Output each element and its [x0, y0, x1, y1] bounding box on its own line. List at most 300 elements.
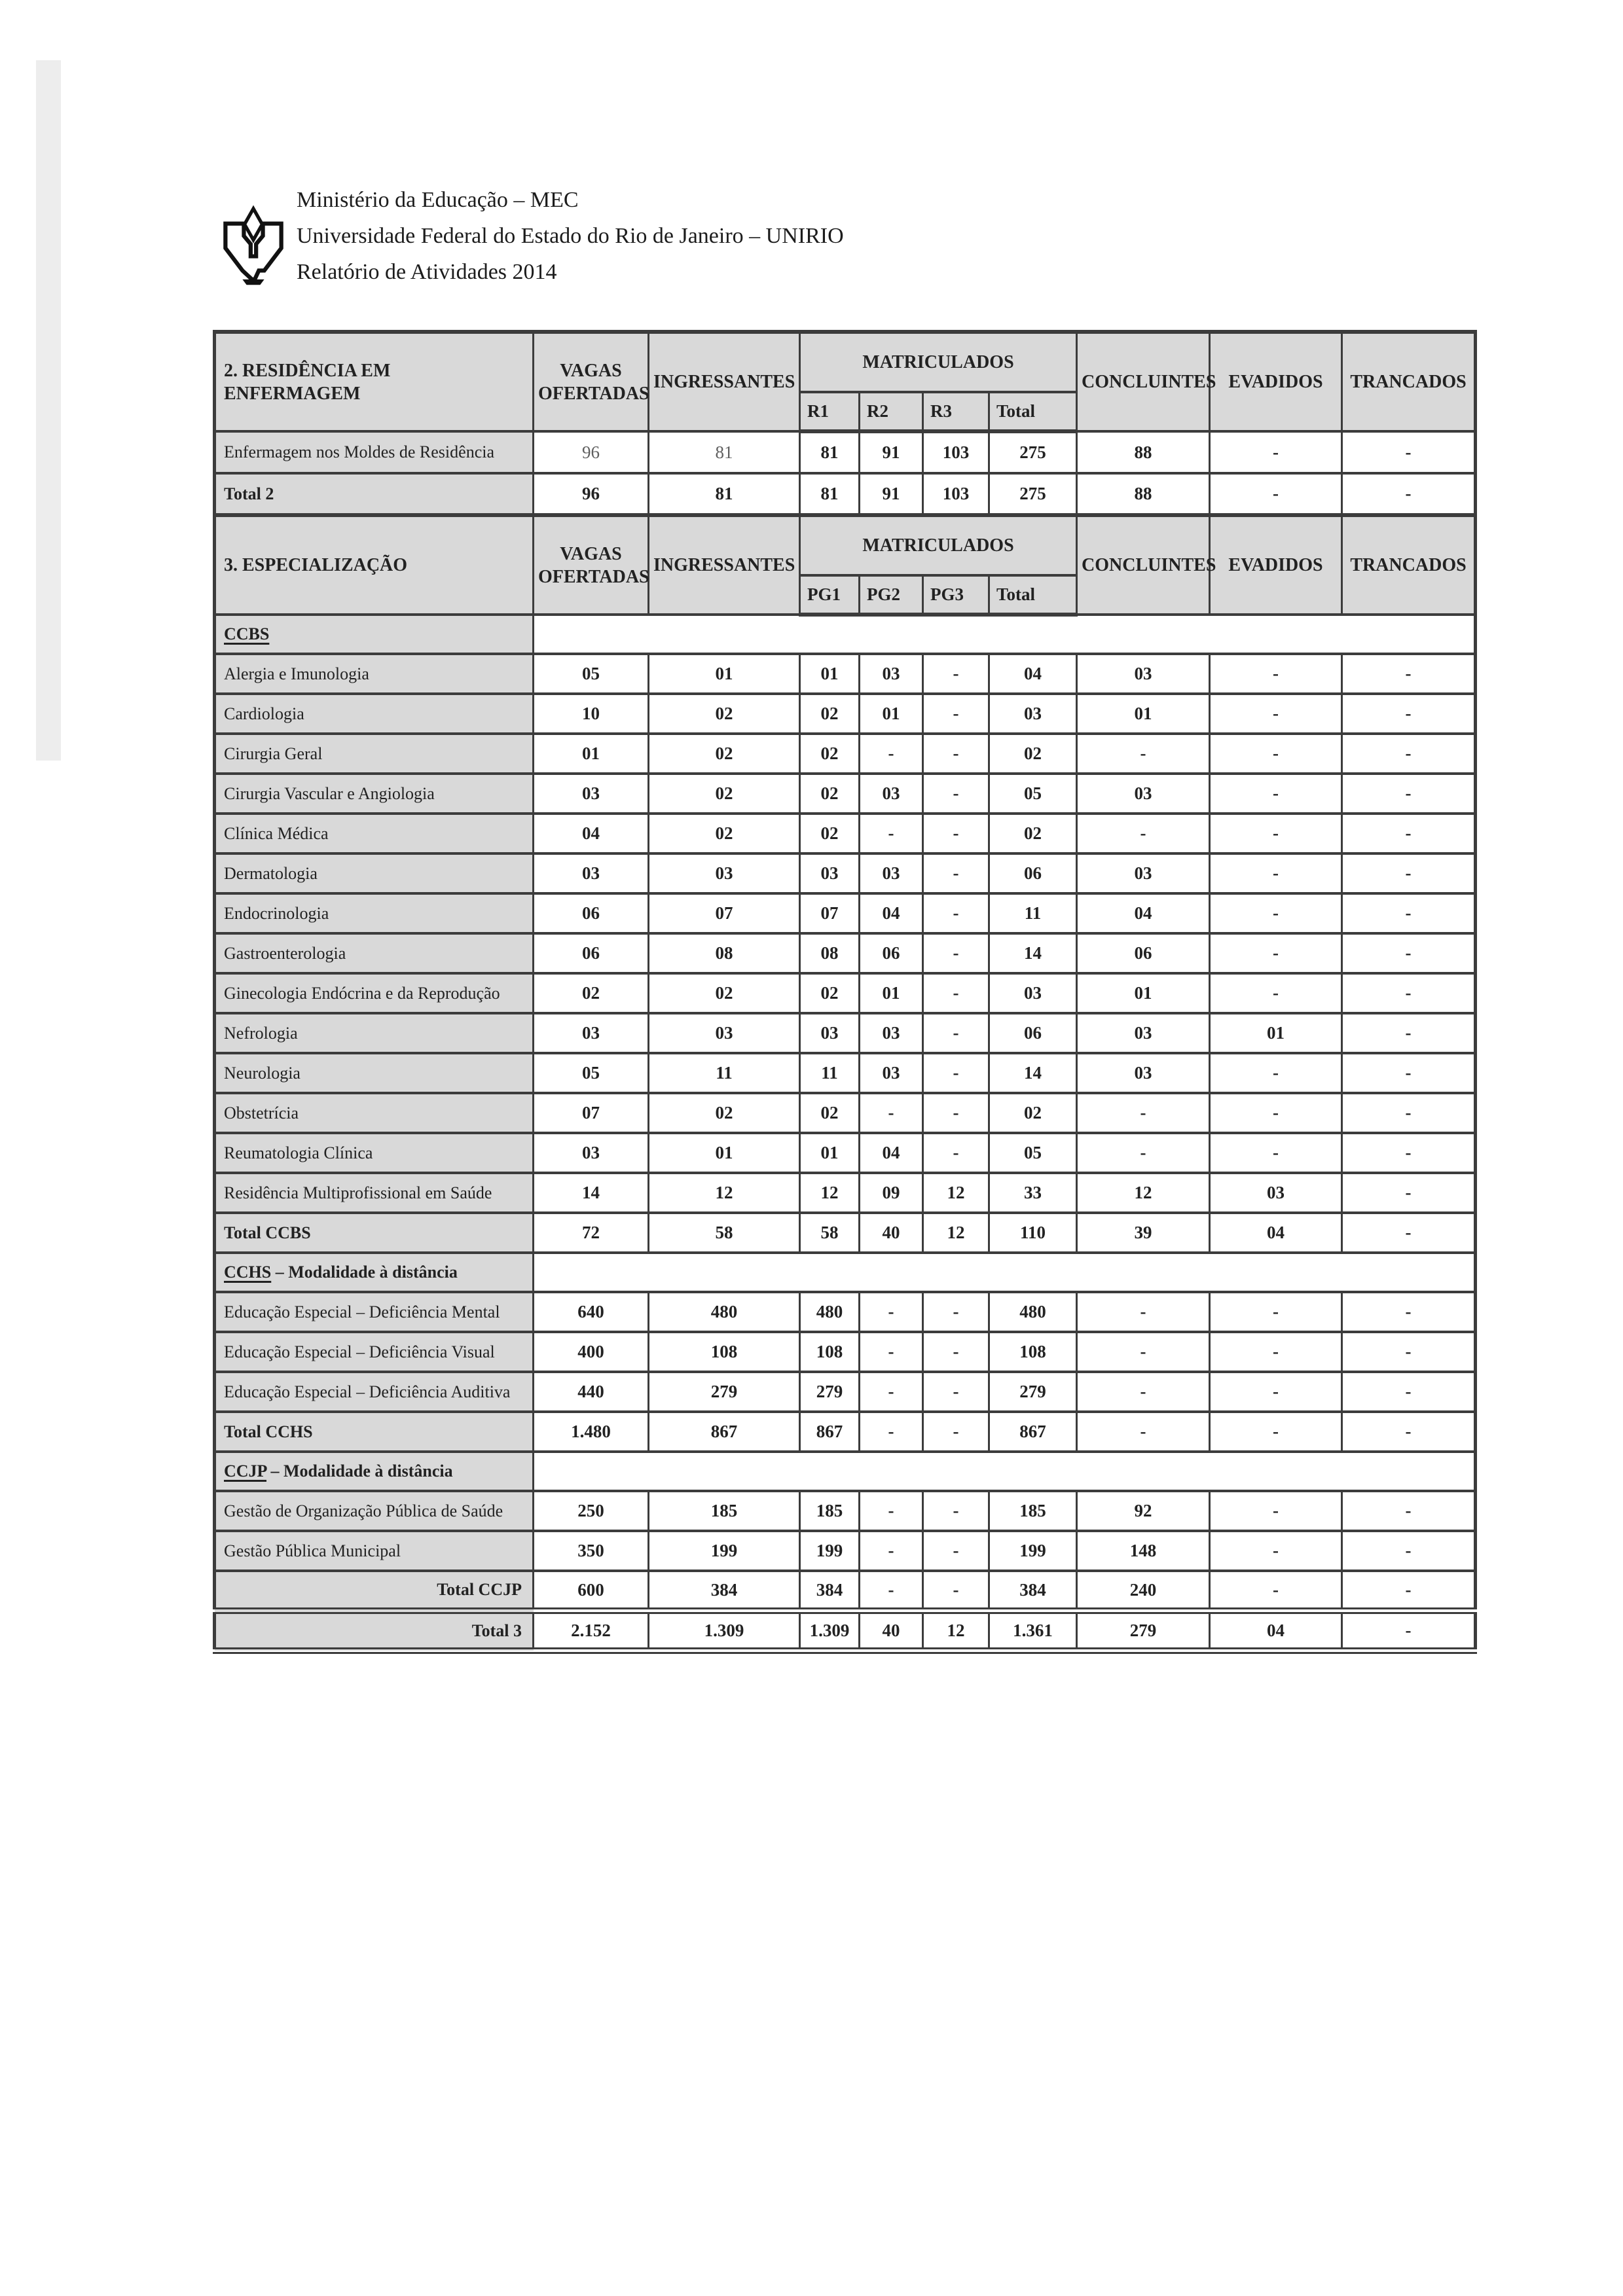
org-header	[219, 178, 844, 298]
value-cell: 01	[1077, 973, 1210, 1013]
value-cell: 384	[989, 1571, 1077, 1611]
col-header-pg-total: Total	[989, 575, 1077, 615]
row-label-cell: Nefrologia	[215, 1013, 534, 1053]
value-cell: -	[923, 853, 989, 893]
value-cell: -	[1342, 473, 1476, 515]
value-cell: -	[1210, 1332, 1342, 1372]
table1-title-cell: 2. RESIDÊNCIA EM ENFERMAGEM	[215, 332, 534, 431]
value-cell: -	[1342, 734, 1476, 774]
section-label-cell: CCHS – Modalidade à distância	[215, 1253, 534, 1292]
value-cell: 12	[923, 1611, 989, 1651]
value-cell: 03	[860, 853, 923, 893]
value-cell: 108	[989, 1332, 1077, 1372]
table-row	[215, 1412, 1476, 1452]
value-cell: 06	[860, 933, 923, 973]
value-cell: 01	[1077, 694, 1210, 734]
value-cell: -	[860, 1571, 923, 1611]
table1-header-row	[215, 332, 1476, 392]
table-row	[215, 1213, 1476, 1253]
value-cell: -	[1210, 774, 1342, 814]
value-cell: 01	[1210, 1013, 1342, 1053]
value-cell: 03	[534, 853, 649, 893]
value-cell: 96	[534, 431, 649, 473]
value-cell: 81	[649, 431, 800, 473]
value-cell: 867	[800, 1412, 860, 1452]
value-cell: 07	[800, 893, 860, 933]
value-cell: 03	[860, 774, 923, 814]
value-cell: 02	[989, 1093, 1077, 1133]
col-header-r-total: Total	[989, 392, 1077, 431]
value-cell: 02	[989, 814, 1077, 853]
value-cell: 2.152	[534, 1611, 649, 1651]
value-cell: 88	[1077, 473, 1210, 515]
value-cell: 92	[1077, 1491, 1210, 1531]
value-cell: -	[923, 1412, 989, 1452]
table-row	[215, 893, 1476, 933]
col-header-ingressantes: INGRESSANTES	[649, 515, 800, 615]
value-cell: 58	[649, 1213, 800, 1253]
value-cell: 05	[989, 1133, 1077, 1173]
table-row	[215, 473, 1476, 515]
org-line-university: Universidade Federal do Estado do Rio de Janeiro – UNIRIO	[297, 224, 844, 248]
value-cell: 1.309	[649, 1611, 800, 1651]
value-cell: 01	[649, 1133, 800, 1173]
row-label-cell: Residência Multiprofissional em Saúde	[215, 1173, 534, 1213]
row-label-cell: Total CCJP	[215, 1571, 534, 1611]
value-cell: 02	[800, 774, 860, 814]
value-cell: 01	[860, 973, 923, 1013]
row-label-cell: Obstetrícia	[215, 1093, 534, 1133]
value-cell: -	[1210, 1491, 1342, 1531]
value-cell: 03	[1210, 1173, 1342, 1213]
col-header-pg2: PG2	[860, 575, 923, 615]
table-row	[215, 853, 1476, 893]
value-cell: 03	[534, 1133, 649, 1173]
value-cell: -	[1342, 1013, 1476, 1053]
col-header-vagas-ofertadas: VAGAS OFERTADAS	[534, 515, 649, 615]
value-cell: 06	[989, 853, 1077, 893]
value-cell: 08	[800, 933, 860, 973]
value-cell: -	[1342, 431, 1476, 473]
value-cell: -	[1210, 933, 1342, 973]
value-cell: -	[1342, 933, 1476, 973]
value-cell: -	[1210, 1093, 1342, 1133]
value-cell: 08	[649, 933, 800, 973]
value-cell: -	[1342, 1491, 1476, 1531]
value-cell: -	[1077, 1292, 1210, 1332]
value-cell: -	[923, 1093, 989, 1133]
value-cell: 01	[534, 734, 649, 774]
value-cell: -	[1342, 1531, 1476, 1571]
col-header-ingressantes: INGRESSANTES	[649, 332, 800, 431]
value-cell: 400	[534, 1332, 649, 1372]
value-cell: 103	[923, 431, 989, 473]
table-row	[215, 1133, 1476, 1173]
value-cell: 103	[923, 473, 989, 515]
value-cell: 199	[649, 1531, 800, 1571]
value-cell: -	[1210, 654, 1342, 694]
table-row	[215, 431, 1476, 473]
value-cell: 06	[534, 933, 649, 973]
row-label-cell: Reumatologia Clínica	[215, 1133, 534, 1173]
value-cell: -	[1210, 694, 1342, 734]
value-cell: -	[923, 1332, 989, 1372]
value-cell: 91	[860, 473, 923, 515]
section-empty-cell	[534, 1253, 1476, 1292]
row-label-cell: Clínica Médica	[215, 814, 534, 853]
value-cell: 108	[800, 1332, 860, 1372]
value-cell: -	[923, 933, 989, 973]
value-cell: -	[1210, 1531, 1342, 1571]
value-cell: 01	[800, 654, 860, 694]
value-cell: -	[1342, 1213, 1476, 1253]
value-cell: -	[1342, 1093, 1476, 1133]
value-cell: 14	[989, 933, 1077, 973]
table2-header	[215, 515, 1476, 615]
value-cell: 03	[649, 1013, 800, 1053]
value-cell: 81	[800, 431, 860, 473]
value-cell: 05	[534, 1053, 649, 1093]
row-label-cell: Total 3	[215, 1611, 534, 1651]
table-row	[215, 1173, 1476, 1213]
table-row	[215, 1292, 1476, 1332]
value-cell: -	[923, 1013, 989, 1053]
value-cell: 12	[923, 1173, 989, 1213]
table2-body	[215, 615, 1476, 1651]
col-header-evadidos: EVADIDOS	[1210, 515, 1342, 615]
col-header-vagas-ofertadas: VAGAS OFERTADAS	[534, 332, 649, 431]
value-cell: 07	[649, 893, 800, 933]
value-cell: 03	[860, 1053, 923, 1093]
col-header-matriculados: MATRICULADOS	[800, 515, 1077, 575]
row-label-cell: Endocrinologia	[215, 893, 534, 933]
table-row	[215, 1053, 1476, 1093]
value-cell: -	[860, 1412, 923, 1452]
value-cell: 03	[1077, 853, 1210, 893]
value-cell: -	[923, 654, 989, 694]
value-cell: -	[1342, 893, 1476, 933]
value-cell: -	[1077, 1332, 1210, 1372]
value-cell: 40	[860, 1611, 923, 1651]
value-cell: -	[1342, 654, 1476, 694]
value-cell: 185	[800, 1491, 860, 1531]
value-cell: 02	[534, 973, 649, 1013]
value-cell: -	[1077, 1133, 1210, 1173]
value-cell: 02	[800, 973, 860, 1013]
row-label-cell: Cirurgia Vascular e Angiologia	[215, 774, 534, 814]
row-label-cell: Cirurgia Geral	[215, 734, 534, 774]
value-cell: 12	[1077, 1173, 1210, 1213]
value-cell: 1.361	[989, 1611, 1077, 1651]
value-cell: -	[860, 1332, 923, 1372]
value-cell: -	[1077, 1093, 1210, 1133]
value-cell: -	[1342, 814, 1476, 853]
value-cell: 03	[1077, 1013, 1210, 1053]
value-cell: -	[860, 1531, 923, 1571]
value-cell: 02	[800, 1093, 860, 1133]
value-cell: 148	[1077, 1531, 1210, 1571]
value-cell: 03	[534, 1013, 649, 1053]
table-row	[215, 933, 1476, 973]
value-cell: 02	[800, 814, 860, 853]
value-cell: 03	[649, 853, 800, 893]
value-cell: 03	[1077, 774, 1210, 814]
row-label-cell: Alergia e Imunologia	[215, 654, 534, 694]
value-cell: 480	[649, 1292, 800, 1332]
value-cell: -	[923, 1491, 989, 1531]
value-cell: -	[923, 1053, 989, 1093]
value-cell: 06	[534, 893, 649, 933]
value-cell: 02	[989, 734, 1077, 774]
row-label-cell: Enfermagem nos Moldes de Residência	[215, 431, 534, 473]
value-cell: 12	[800, 1173, 860, 1213]
value-cell: -	[1210, 1292, 1342, 1332]
value-cell: -	[1210, 1053, 1342, 1093]
value-cell: 02	[649, 814, 800, 853]
col-header-trancados: TRANCADOS	[1342, 515, 1476, 615]
table-row	[215, 1372, 1476, 1412]
value-cell: 06	[989, 1013, 1077, 1053]
value-cell: 88	[1077, 431, 1210, 473]
value-cell: -	[1342, 1173, 1476, 1213]
row-label-cell: Educação Especial – Deficiência Auditiva	[215, 1372, 534, 1412]
table-row	[215, 694, 1476, 734]
table-row	[215, 1013, 1476, 1053]
value-cell: 1.480	[534, 1412, 649, 1452]
value-cell: 02	[649, 774, 800, 814]
col-header-r3: R3	[923, 392, 989, 431]
value-cell: 03	[860, 1013, 923, 1053]
value-cell: -	[1342, 1133, 1476, 1173]
value-cell: 06	[1077, 933, 1210, 973]
unirio-crest-icon	[219, 195, 287, 298]
value-cell: 275	[989, 431, 1077, 473]
row-label-cell: Total 2	[215, 473, 534, 515]
row-label-cell: Educação Especial – Deficiência Mental	[215, 1292, 534, 1332]
table-row	[215, 814, 1476, 853]
value-cell: -	[1342, 694, 1476, 734]
activities-report-table	[213, 330, 1477, 1654]
value-cell: 04	[860, 1133, 923, 1173]
value-cell: 1.309	[800, 1611, 860, 1651]
col-header-r1: R1	[800, 392, 860, 431]
value-cell: -	[1210, 1571, 1342, 1611]
value-cell: 02	[649, 734, 800, 774]
value-cell: -	[923, 1571, 989, 1611]
value-cell: 96	[534, 473, 649, 515]
row-label-cell: Ginecologia Endócrina e da Reprodução	[215, 973, 534, 1013]
row-label-cell: Neurologia	[215, 1053, 534, 1093]
value-cell: 279	[800, 1372, 860, 1412]
value-cell: 867	[989, 1412, 1077, 1452]
value-cell: 185	[989, 1491, 1077, 1531]
section-label-cell: CCBS	[215, 615, 534, 654]
value-cell: -	[1210, 893, 1342, 933]
value-cell: -	[923, 814, 989, 853]
value-cell: 250	[534, 1491, 649, 1531]
value-cell: 04	[1077, 893, 1210, 933]
value-cell: 09	[860, 1173, 923, 1213]
value-cell: 867	[649, 1412, 800, 1452]
value-cell: 199	[989, 1531, 1077, 1571]
value-cell: -	[923, 774, 989, 814]
value-cell: 03	[860, 654, 923, 694]
value-cell: 81	[800, 473, 860, 515]
col-header-pg1: PG1	[800, 575, 860, 615]
row-label-cell: Educação Especial – Deficiência Visual	[215, 1332, 534, 1372]
value-cell: -	[1210, 473, 1342, 515]
value-cell: -	[860, 1491, 923, 1531]
value-cell: 11	[800, 1053, 860, 1093]
value-cell: 600	[534, 1571, 649, 1611]
value-cell: -	[1077, 1412, 1210, 1452]
value-cell: 275	[989, 473, 1077, 515]
value-cell: 03	[989, 973, 1077, 1013]
value-cell: -	[1210, 853, 1342, 893]
value-cell: 91	[860, 431, 923, 473]
value-cell: 640	[534, 1292, 649, 1332]
row-label-cell: Total CCHS	[215, 1412, 534, 1452]
value-cell: -	[1342, 1412, 1476, 1452]
value-cell: -	[1210, 973, 1342, 1013]
col-header-r2: R2	[860, 392, 923, 431]
value-cell: 81	[649, 473, 800, 515]
value-cell: 14	[534, 1173, 649, 1213]
value-cell: -	[860, 1292, 923, 1332]
row-label-cell: Gestão Pública Municipal	[215, 1531, 534, 1571]
value-cell: 72	[534, 1213, 649, 1253]
value-cell: -	[923, 694, 989, 734]
org-line-report-title: Relatório de Atividades 2014	[297, 260, 557, 284]
row-label-cell: Dermatologia	[215, 853, 534, 893]
value-cell: -	[1077, 1372, 1210, 1412]
value-cell: -	[923, 893, 989, 933]
value-cell: -	[1342, 1571, 1476, 1611]
value-cell: 04	[860, 893, 923, 933]
value-cell: -	[923, 1372, 989, 1412]
section-label-cell: CCJP – Modalidade à distância	[215, 1452, 534, 1491]
value-cell: 12	[649, 1173, 800, 1213]
value-cell: 10	[534, 694, 649, 734]
value-cell: 03	[534, 774, 649, 814]
value-cell: 03	[989, 694, 1077, 734]
table-row	[215, 1093, 1476, 1133]
value-cell: 39	[1077, 1213, 1210, 1253]
col-header-concluintes: CONCLUINTES	[1077, 515, 1210, 615]
org-line-ministry: Ministério da Educação – MEC	[297, 188, 579, 212]
table-row	[215, 774, 1476, 814]
value-cell: 03	[800, 853, 860, 893]
value-cell: 11	[989, 893, 1077, 933]
col-header-matriculados: MATRICULADOS	[800, 332, 1077, 392]
table1-body	[215, 431, 1476, 515]
value-cell: -	[923, 973, 989, 1013]
value-cell: 480	[989, 1292, 1077, 1332]
col-header-pg3: PG3	[923, 575, 989, 615]
value-cell: 12	[923, 1213, 989, 1253]
value-cell: -	[860, 1372, 923, 1412]
table-row	[215, 1571, 1476, 1611]
value-cell: -	[923, 734, 989, 774]
value-cell: 279	[989, 1372, 1077, 1412]
value-cell: 58	[800, 1213, 860, 1253]
value-cell: -	[860, 1093, 923, 1133]
table1-header	[215, 332, 1476, 431]
value-cell: 02	[649, 1093, 800, 1133]
value-cell: -	[923, 1292, 989, 1332]
value-cell: -	[860, 814, 923, 853]
table-row	[215, 1611, 1476, 1651]
value-cell: 02	[649, 973, 800, 1013]
value-cell: -	[923, 1133, 989, 1173]
value-cell: 14	[989, 1053, 1077, 1093]
value-cell: 240	[1077, 1571, 1210, 1611]
value-cell: 04	[1210, 1213, 1342, 1253]
table-row	[215, 973, 1476, 1013]
value-cell: 04	[989, 654, 1077, 694]
value-cell: -	[1342, 973, 1476, 1013]
value-cell: 440	[534, 1372, 649, 1412]
org-text-block	[297, 178, 844, 290]
value-cell: -	[860, 734, 923, 774]
value-cell: -	[1210, 1372, 1342, 1412]
section-empty-cell	[534, 615, 1476, 654]
row-label-cell: Gastroenterologia	[215, 933, 534, 973]
value-cell: 185	[649, 1491, 800, 1531]
table2-header-row	[215, 515, 1476, 575]
value-cell: -	[1342, 1292, 1476, 1332]
table-row	[215, 1452, 1476, 1491]
value-cell: 480	[800, 1292, 860, 1332]
value-cell: 04	[1210, 1611, 1342, 1651]
value-cell: 03	[1077, 1053, 1210, 1093]
table2-title-cell: 3. ESPECIALIZAÇÃO	[215, 515, 534, 615]
value-cell: -	[1210, 734, 1342, 774]
value-cell: 40	[860, 1213, 923, 1253]
value-cell: -	[923, 1531, 989, 1571]
value-cell: 279	[1077, 1611, 1210, 1651]
table-row	[215, 1332, 1476, 1372]
value-cell: -	[1210, 431, 1342, 473]
row-label-cell: Gestão de Organização Pública de Saúde	[215, 1491, 534, 1531]
value-cell: -	[1342, 1372, 1476, 1412]
value-cell: 110	[989, 1213, 1077, 1253]
value-cell: 01	[649, 654, 800, 694]
col-header-concluintes: CONCLUINTES	[1077, 332, 1210, 431]
table-row	[215, 1253, 1476, 1292]
row-label-cell: Cardiologia	[215, 694, 534, 734]
table-row	[215, 734, 1476, 774]
value-cell: 384	[800, 1571, 860, 1611]
col-header-trancados: TRANCADOS	[1342, 332, 1476, 431]
value-cell: 350	[534, 1531, 649, 1571]
value-cell: -	[1342, 1332, 1476, 1372]
value-cell: 04	[534, 814, 649, 853]
value-cell: 02	[800, 694, 860, 734]
value-cell: 01	[800, 1133, 860, 1173]
value-cell: -	[1077, 734, 1210, 774]
value-cell: -	[1210, 1133, 1342, 1173]
value-cell: -	[1077, 814, 1210, 853]
value-cell: 03	[1077, 654, 1210, 694]
value-cell: 05	[989, 774, 1077, 814]
value-cell: 07	[534, 1093, 649, 1133]
table-row	[215, 615, 1476, 654]
value-cell: 01	[860, 694, 923, 734]
value-cell: -	[1342, 1611, 1476, 1651]
value-cell: -	[1342, 774, 1476, 814]
value-cell: 02	[649, 694, 800, 734]
